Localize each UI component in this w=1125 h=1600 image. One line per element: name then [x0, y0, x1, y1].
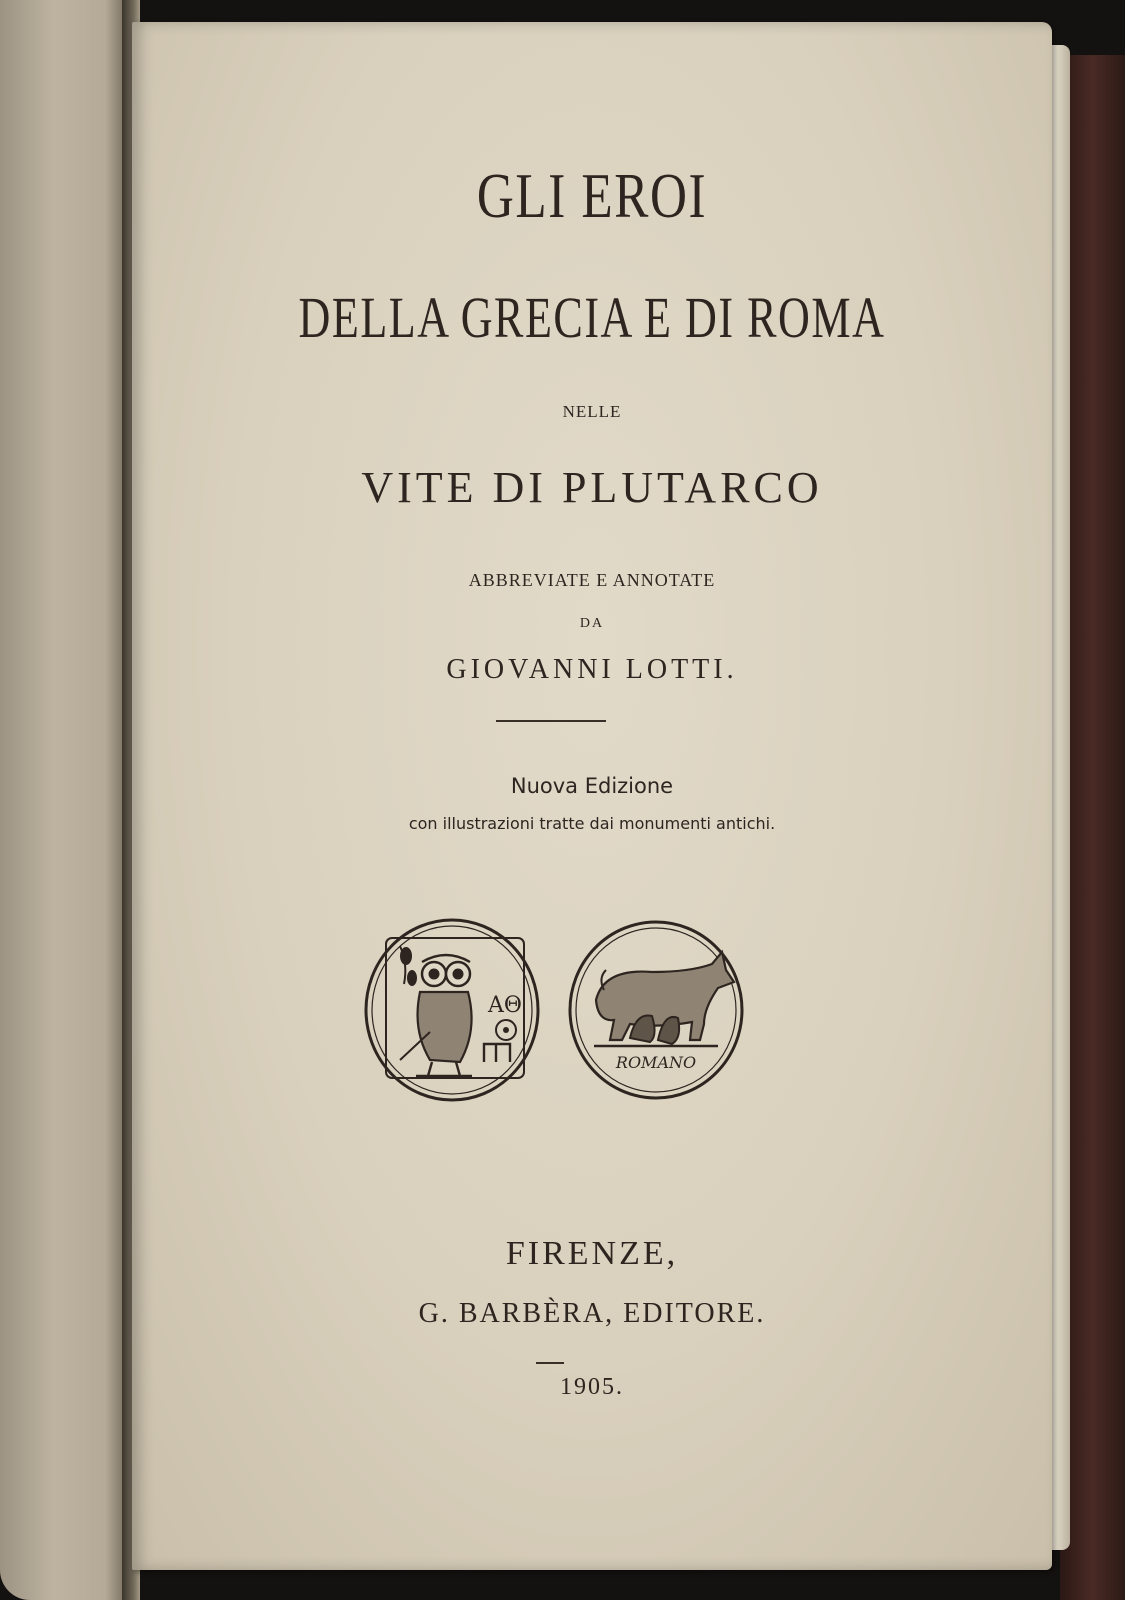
- title-line-2: DELLA GRECIA E DI ROMA: [298, 285, 886, 350]
- svg-text:ΑΘ: ΑΘ: [488, 993, 522, 1018]
- small-divider: [536, 1362, 564, 1364]
- connector-word: NELLE: [562, 402, 622, 421]
- edition-label: Nuova Edizione: [510, 774, 674, 798]
- divider-rule: [496, 720, 606, 722]
- athenian-owl-coin-icon: [366, 920, 538, 1100]
- description: ABBREVIATE E ANNOTATE: [468, 570, 716, 590]
- illustrations-note: con illustrazioni tratte dai monumenti antichi.: [408, 814, 776, 833]
- coin-inscription: ROMANO: [615, 1053, 697, 1072]
- title-line-1: GLI EROI: [476, 160, 708, 231]
- by-word: DA: [579, 616, 605, 631]
- publisher: G. BARBÈRA, EDITORE.: [418, 1298, 766, 1329]
- facing-page: [0, 0, 135, 1600]
- author-name: GIOVANNI LOTTI.: [446, 654, 738, 685]
- title-page: [132, 22, 1052, 1570]
- publication-year: 1905.: [560, 1374, 624, 1400]
- publication-city: FIRENZE,: [505, 1235, 679, 1272]
- subtitle: VITE DI PLUTARCO: [361, 463, 823, 512]
- coin-illustrations: [360, 912, 750, 1108]
